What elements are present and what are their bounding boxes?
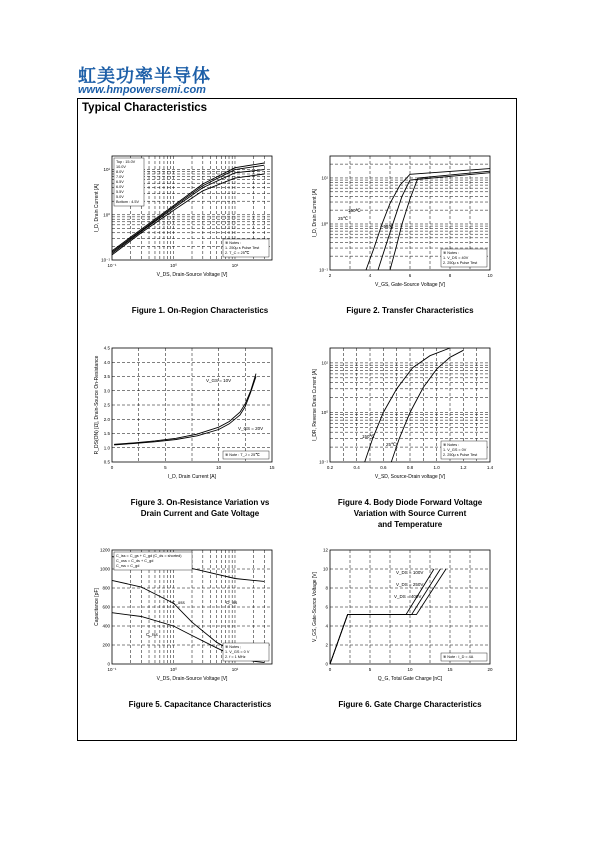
- company-name: 虹美功率半导体: [78, 66, 211, 87]
- figure-6-caption: [310, 699, 510, 710]
- figure-5-chart: [86, 544, 286, 686]
- curve-annotation: V_DS = 250V: [396, 582, 424, 587]
- legend-entry: C_oss = C_ds + C_gd: [116, 559, 154, 563]
- figure-2-chart: [310, 150, 510, 292]
- figure-3-chart: [86, 342, 286, 484]
- y-tick-label: 0: [325, 661, 328, 667]
- y-axis-label: V_GS, Gate-Source Voltage [V]: [312, 571, 318, 643]
- curve-annotation: V_DS = 400V: [394, 594, 422, 599]
- series-line: [114, 377, 256, 445]
- x-axis-label: V_DS, Drain-Source Voltage [V]: [156, 676, 228, 682]
- y-tick-label: 800: [102, 585, 110, 591]
- y-tick-label: 4: [325, 623, 328, 629]
- note-text: 2. f = 1 MHz: [225, 655, 246, 659]
- caption-line: Figure 4. Body Diode Forward Voltage: [337, 498, 483, 507]
- note-text: 2. 250μ s Pulse Test: [443, 261, 478, 265]
- curve-annotation: V_GS = 20V: [238, 426, 264, 431]
- gridlines: [112, 348, 272, 462]
- y-axis-label: I_DR, Reverse Drain Current [A]: [312, 369, 318, 441]
- x-tick-label: 1.4: [486, 465, 494, 470]
- caption-line: Figure 2. Transfer Characteristics: [346, 306, 474, 315]
- y-axis-label: R_DS(ON) [Ω], Drain-Source On-Resistance: [94, 355, 100, 455]
- x-tick-label: 10: [487, 273, 493, 278]
- y-tick-label: 10: [322, 566, 328, 572]
- curve-annotation: 150℃: [348, 208, 361, 213]
- note-text: 2. 250μ s Pulse Test: [443, 453, 478, 457]
- curve-annotation: 25℃: [338, 216, 349, 221]
- figure-1-chart: [86, 150, 286, 292]
- y-tick-label: 10⁰: [321, 409, 328, 415]
- legend-entry: 7.0V: [116, 175, 124, 179]
- legend-entry: Top : 15.0V: [116, 160, 136, 164]
- note-text: 1. V_GS = 0V: [443, 448, 467, 452]
- x-axis-label: I_D, Drain Current [A]: [167, 474, 217, 480]
- x-axis-label: V_DS, Drain-Source Voltage [V]: [156, 272, 228, 278]
- curve-annotation: C_rss: [146, 632, 158, 637]
- x-axis-label: V_SD, Source-Drain voltage [V]: [374, 474, 446, 480]
- x-tick-label: 10¹: [231, 263, 239, 268]
- x-tick-label: 10⁰: [170, 263, 177, 268]
- legend-entry: 8.0V: [116, 170, 124, 174]
- y-tick-label: 1200: [99, 547, 110, 553]
- y-tick-label: 2.5: [103, 402, 110, 408]
- note-text: ※ Notes :: [225, 241, 242, 245]
- y-axis-label: Capacitance [pF]: [94, 588, 100, 626]
- y-tick-label: 10⁰: [321, 221, 328, 227]
- legend-entry: 5.5V: [116, 190, 124, 194]
- y-axis-label: I_D, Drain Current [A]: [94, 183, 100, 233]
- x-tick-label: 0: [110, 465, 114, 470]
- y-tick-label: 1.0: [103, 445, 110, 451]
- y-tick-label: 10¹: [103, 167, 110, 173]
- y-tick-label: 200: [102, 642, 110, 648]
- x-tick-label: 5: [164, 465, 167, 470]
- caption-line: Variation with Source Current: [353, 509, 467, 518]
- note-text: 1. V_GS = 0 V: [225, 650, 250, 654]
- x-axis-label: V_GS, Gate-Source Voltage [V]: [374, 282, 446, 288]
- y-tick-label: 4.5: [103, 345, 110, 351]
- y-tick-label: 600: [102, 604, 110, 610]
- x-axis-label: Q_G, Total Gate Charge [nC]: [377, 676, 443, 682]
- x-tick-label: 5: [368, 667, 372, 672]
- x-tick-label: 0.8: [406, 465, 414, 470]
- legend-entry: 6.0V: [116, 185, 124, 189]
- caption-line: Figure 5. Capacitance Characteristics: [128, 700, 272, 709]
- note-text: ※ Notes :: [443, 251, 460, 255]
- legend-entry: C_iss = C_gs + C_gd (C_ds = shorted): [116, 554, 182, 558]
- y-tick-label: 6: [325, 604, 328, 610]
- note-text: ※ Note : I_D = 4A: [443, 655, 474, 659]
- figure-3-caption: [100, 497, 300, 519]
- note-text: 2. T_C = 25℃: [225, 251, 250, 255]
- y-tick-label: 10⁻¹: [319, 267, 328, 273]
- x-tick-label: 10⁻¹: [107, 667, 117, 672]
- y-tick-label: 10⁻¹: [319, 459, 328, 465]
- caption-line: Drain Current and Gate Voltage: [140, 509, 260, 518]
- x-tick-label: 10: [216, 465, 222, 470]
- y-tick-label: 12: [322, 547, 328, 553]
- caption-line: Figure 1. On-Region Characteristics: [131, 306, 269, 315]
- x-tick-label: 0: [328, 667, 332, 672]
- note-text: ※ Note : T_J = 25℃: [225, 453, 260, 457]
- y-tick-label: 0.5: [103, 459, 110, 465]
- x-tick-label: 2: [328, 273, 332, 278]
- caption-line: and Temperature: [377, 520, 443, 529]
- caption-line: Figure 6. Gate Charge Characteristics: [338, 700, 482, 709]
- x-tick-label: 0.2: [326, 465, 334, 470]
- y-tick-label: 400: [102, 623, 110, 629]
- x-tick-label: 6: [408, 273, 412, 278]
- legend-entry: C_rss = C_gd: [116, 564, 140, 568]
- x-tick-label: 1.2: [460, 465, 467, 470]
- y-tick-label: 3.0: [103, 388, 110, 394]
- note-text: ※ Notes :: [443, 443, 460, 447]
- caption-line: Figure 3. On-Resistance Variation vs: [130, 498, 270, 507]
- x-tick-label: 10: [407, 667, 413, 672]
- note-text: 1. 250μ s Pulse Test: [225, 246, 260, 250]
- x-tick-label: 20: [487, 667, 493, 672]
- x-tick-label: 10⁻¹: [107, 263, 117, 268]
- x-tick-label: 1.0: [433, 465, 440, 470]
- curve-annotation: C_oss: [172, 600, 185, 605]
- note-text: 1. V_DS = 40V: [443, 256, 469, 260]
- curve-annotation: -55℃: [382, 224, 394, 229]
- legend-entry: 5.0V: [116, 195, 124, 199]
- figure-5-caption: [100, 699, 300, 710]
- x-tick-label: 8: [448, 273, 452, 278]
- curve-annotation: C_iss: [226, 600, 238, 605]
- curve-annotation: 150℃: [362, 434, 375, 439]
- figure-4-chart: [310, 342, 510, 484]
- legend-entry: 10.0V: [116, 165, 126, 169]
- y-tick-label: 1000: [99, 566, 110, 572]
- y-tick-label: 2.0: [103, 416, 110, 422]
- y-tick-label: 2: [325, 642, 328, 648]
- legend-entry: 6.5V: [116, 180, 124, 184]
- y-tick-label: 1.5: [103, 431, 110, 436]
- x-tick-label: 4: [368, 273, 372, 278]
- section-title: Typical Characteristics: [82, 102, 208, 114]
- x-tick-label: 15: [447, 667, 453, 672]
- x-tick-label: 10¹: [231, 667, 239, 672]
- y-tick-label: 4.0: [103, 359, 110, 365]
- y-tick-label: 10⁰: [103, 212, 110, 218]
- curve-annotation: 25℃: [386, 442, 397, 447]
- series-line: [330, 569, 446, 664]
- figure-2-caption: [310, 305, 510, 316]
- y-tick-label: 8: [325, 585, 328, 591]
- y-tick-label: 3.5: [103, 374, 110, 379]
- figure-1-caption: [100, 305, 300, 316]
- x-tick-label: 0.4: [353, 465, 360, 470]
- company-url[interactable]: www.hmpowersemi.com: [78, 84, 206, 96]
- gridlines: [330, 550, 490, 664]
- y-tick-label: 10⁻¹: [101, 257, 110, 263]
- curve-annotation: V_DS = 100V: [396, 570, 424, 575]
- note-text: ※ Notes ;: [225, 645, 242, 649]
- y-axis-label: I_D, Drain Current [A]: [312, 188, 318, 238]
- x-tick-label: 0.6: [380, 465, 387, 470]
- y-tick-label: 10¹: [321, 175, 328, 181]
- legend-entry: Bottom : 4.5V: [116, 200, 140, 204]
- figure-4-caption: [310, 497, 510, 530]
- figure-6-chart: [310, 544, 510, 686]
- y-tick-label: 0: [107, 661, 110, 667]
- y-tick-label: 10¹: [321, 360, 328, 366]
- x-tick-label: 15: [269, 465, 275, 470]
- x-tick-label: 10⁰: [170, 667, 177, 672]
- curve-annotation: V_GS = 10V: [206, 378, 232, 383]
